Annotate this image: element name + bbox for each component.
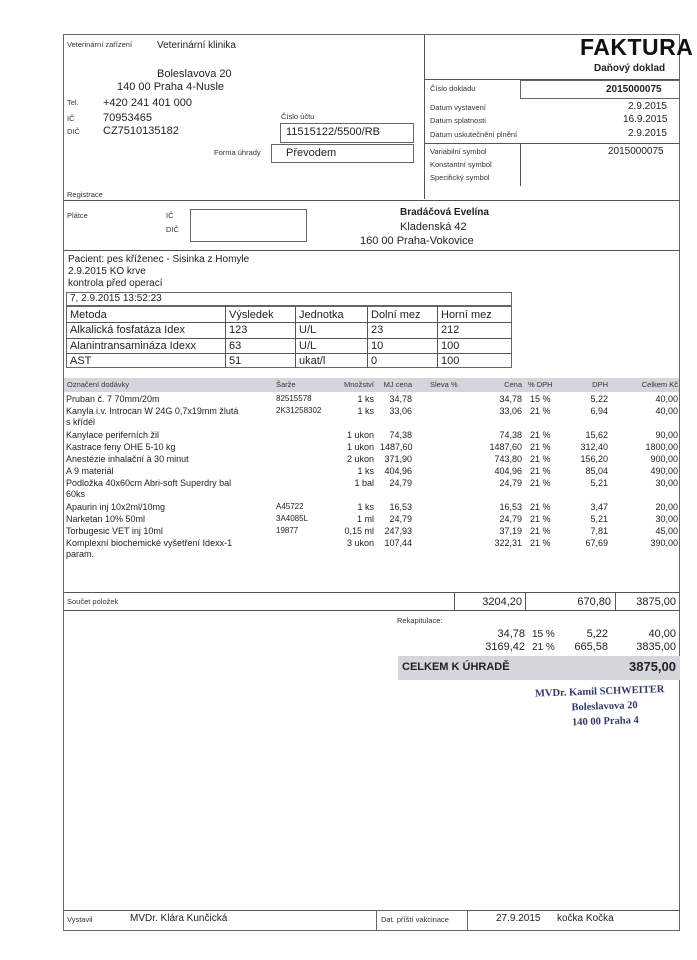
item-total: 40,00 <box>655 394 678 404</box>
spec-symbol-label: Specifický symbol <box>430 173 490 182</box>
item-vat: 67,69 <box>585 538 608 548</box>
next-vacc-label: Dat. příští vakcinace <box>381 915 449 924</box>
item-batch: 82515578 <box>276 394 312 403</box>
stamp-line3: 140 00 Praha 4 <box>571 715 639 729</box>
item-unit-price: 74,38 <box>389 430 412 440</box>
issue-label: Datum vystavení <box>430 103 486 112</box>
item-vat: 5,22 <box>590 394 608 404</box>
item-unit-price: 34,78 <box>389 394 412 404</box>
item-vat-pct: 21 % <box>530 442 551 452</box>
item-total: 40,00 <box>655 406 678 416</box>
lab-header-unit: Jednotka <box>299 309 344 321</box>
due-date: 16.9.2015 <box>623 114 668 125</box>
item-unit-price: 247,93 <box>384 526 412 536</box>
sum-label: Součet položek <box>67 597 119 606</box>
item-batch: A45722 <box>276 502 304 511</box>
item-unit-price: 1487,60 <box>380 442 413 452</box>
lab-cell: 63 <box>229 340 242 352</box>
item-price: 404,96 <box>494 466 522 476</box>
item-total: 30,00 <box>655 514 678 524</box>
item-qty: 2 ukon <box>346 454 374 464</box>
grand-total-label: CELKEM K ÚHRADĚ <box>402 661 510 673</box>
lab-cell: 10 <box>371 340 384 352</box>
item-row <box>66 442 680 454</box>
item-total: 90,00 <box>655 430 678 440</box>
item-vat-pct: 21 % <box>530 478 551 488</box>
item-qty: 1 ks <box>357 466 374 476</box>
doc-subtitle: Daňový doklad <box>594 63 666 74</box>
item-price: 74,38 <box>499 430 522 440</box>
next-vacc-date: 27.9.2015 <box>496 913 541 924</box>
doc-number-label: Číslo dokladu <box>430 84 476 93</box>
item-unit-price: 24,79 <box>389 514 412 524</box>
facility-name: Veterinární klinika <box>157 40 236 51</box>
recap-total: 40,00 <box>648 628 676 640</box>
item-vat-pct: 21 % <box>530 502 551 512</box>
dic-label: DIČ <box>67 127 80 136</box>
recap-base: 3169,42 <box>485 641 525 653</box>
issued-by: MVDr. Klára Kunčická <box>130 913 228 924</box>
lab-header-low: Dolní mez <box>371 309 421 321</box>
patient-line2: 2.9.2015 KO krve <box>68 266 146 277</box>
lab-cell: AST <box>70 355 92 367</box>
item-name: Kastrace feny OHE 5-10 kg <box>66 442 176 452</box>
items-header-price: Cena <box>504 380 522 389</box>
item-qty: 1 ml <box>356 514 374 524</box>
lab-cell: Alanintransamináza Idexx <box>70 340 196 352</box>
recap-label: Rekapitulace: <box>397 616 443 625</box>
item-name: Komplexní biochemické vyšetření Idexx-1 <box>66 538 233 548</box>
taxable-label: Datum uskutečnění plnění <box>430 130 518 139</box>
item-vat-pct: 21 % <box>530 454 551 464</box>
item-row <box>66 514 680 526</box>
tel-value: +420 241 401 000 <box>103 97 193 109</box>
item-price: 322,31 <box>494 538 522 548</box>
item-vat: 156,20 <box>580 454 608 464</box>
lab-cell: 100 <box>441 355 460 367</box>
items-header-total: Celkem Kč <box>641 380 678 389</box>
payer-ic-label: IČ <box>166 211 174 220</box>
address-street: Boleslavova 20 <box>157 68 232 80</box>
recap-pct: 21 % <box>532 642 555 653</box>
payer-dic-label: DIČ <box>166 225 179 234</box>
item-qty: 3 ukon <box>346 538 374 548</box>
item-vat: 312,40 <box>580 442 608 452</box>
lab-cell: Alkalická fosfatáza Idex <box>70 324 185 336</box>
recap-vat: 665,58 <box>574 641 608 653</box>
recap-vat: 5,22 <box>586 628 608 640</box>
tel-label: Tel. <box>67 98 79 107</box>
items-header-vat: DPH <box>592 380 608 389</box>
item-batch: 19877 <box>276 526 299 535</box>
item-name: Podložka 40x60cm Abri-soft Superdry bal <box>66 478 232 488</box>
payer-id-box <box>190 209 307 242</box>
item-qty: 1 ks <box>357 394 374 404</box>
lab-cell: U/L <box>299 324 317 336</box>
item-vat: 6,94 <box>590 406 608 416</box>
item-price: 743,80 <box>494 454 522 464</box>
due-label: Datum splatnosti <box>430 116 486 125</box>
item-row <box>66 538 680 562</box>
item-unit-price: 33,06 <box>389 406 412 416</box>
item-total: 20,00 <box>655 502 678 512</box>
lab-cell: U/L <box>299 340 317 352</box>
item-name: Anestézie inhalační à 30 minut <box>66 454 189 464</box>
item-unit-price: 16,53 <box>389 502 412 512</box>
items-header-qty: Množství <box>343 380 374 389</box>
ic-value: 70953465 <box>103 112 152 124</box>
recap-total: 3835,00 <box>636 641 676 653</box>
payer-street: Kladenská 42 <box>400 221 467 233</box>
item-total: 490,00 <box>650 466 678 476</box>
item-row <box>66 406 680 430</box>
item-qty: 0,15 ml <box>344 526 374 536</box>
lab-cell: 123 <box>229 324 248 336</box>
item-vat-pct: 21 % <box>530 430 551 440</box>
item-row <box>66 394 680 406</box>
payer-name: Bradáčová Evelína <box>400 207 489 218</box>
lab-header-method: Metoda <box>70 309 107 321</box>
item-price: 24,79 <box>499 478 522 488</box>
lab-cell: 0 <box>371 355 378 367</box>
item-price: 16,53 <box>499 502 522 512</box>
item-unit-price: 107,44 <box>384 538 412 548</box>
lab-cell: ukat/l <box>299 355 326 367</box>
item-price: 1487,60 <box>489 442 522 452</box>
stamp <box>535 683 687 758</box>
item-name: A 9 materiál <box>66 466 114 476</box>
sum-total: 3875,00 <box>636 596 676 608</box>
item-vat: 5,21 <box>590 478 608 488</box>
payer-city: 160 00 Praha-Vokovice <box>360 235 474 247</box>
item-vat-pct: 21 % <box>530 526 551 536</box>
item-vat: 3,47 <box>590 502 608 512</box>
item-total: 1800,00 <box>645 442 678 452</box>
item-vat: 15,62 <box>585 430 608 440</box>
item-vat-pct: 21 % <box>530 514 551 524</box>
item-name: Kanylace periferních žil <box>66 430 160 440</box>
item-row <box>66 526 680 538</box>
item-qty: 1 ukon <box>346 430 374 440</box>
item-vat: 7,81 <box>590 526 608 536</box>
item-total: 900,00 <box>650 454 678 464</box>
next-vacc-note: kočka Kočka <box>557 913 614 924</box>
dic-value: CZ7510135182 <box>103 125 179 137</box>
item-name: Kanyla i.v. Introcan W 24G 0,7x19mm žlutá <box>66 406 239 416</box>
var-symbol-label: Variabilní symbol <box>430 147 487 156</box>
item-price: 33,06 <box>499 406 522 416</box>
const-symbol-label: Konstantní symbol <box>430 160 492 169</box>
item-row <box>66 502 680 514</box>
item-unit-price: 371,90 <box>384 454 412 464</box>
item-price: 24,79 <box>499 514 522 524</box>
item-qty: 1 ks <box>357 406 374 416</box>
item-qty: 1 ukon <box>346 442 374 452</box>
payer-label: Plátce <box>67 211 88 220</box>
account-label: Číslo účtu <box>281 112 315 121</box>
issue-date: 2.9.2015 <box>628 101 667 112</box>
item-vat-pct: 21 % <box>530 538 551 548</box>
item-unit-price: 404,96 <box>384 466 412 476</box>
recap-pct: 15 % <box>532 629 555 640</box>
doc-title: FAKTURA <box>580 34 694 60</box>
item-price: 34,78 <box>499 394 522 404</box>
item-qty: 1 bal <box>354 478 374 488</box>
items-header-discount: Sleva % <box>430 380 458 389</box>
items-list <box>66 394 680 562</box>
payment-label: Forma úhrady <box>214 148 261 157</box>
items-header-batch: Šarže <box>276 380 296 389</box>
item-total: 30,00 <box>655 478 678 488</box>
lab-cell: 212 <box>441 324 460 336</box>
lab-timestamp: 7, 2.9.2015 13:52:23 <box>70 293 162 304</box>
item-qty: 1 ks <box>357 502 374 512</box>
item-vat-pct: 21 % <box>530 466 551 476</box>
lab-cell: 100 <box>441 340 460 352</box>
item-row <box>66 466 680 478</box>
item-name: Pruban č. 7 70mm/20m <box>66 394 160 404</box>
doc-number: 2015000075 <box>606 84 662 95</box>
item-vat-pct: 15 % <box>530 394 551 404</box>
item-price: 37,19 <box>499 526 522 536</box>
payment-value: Převodem <box>286 147 337 159</box>
lab-cell: 23 <box>371 324 384 336</box>
sum-vat: 670,80 <box>577 596 611 608</box>
patient-line3: kontrola před operací <box>68 278 163 289</box>
patient-line1: Pacient: pes kříženec - Sisinka z Homyle <box>68 254 250 265</box>
item-total: 45,00 <box>655 526 678 536</box>
item-unit-price: 24,79 <box>389 478 412 488</box>
sum-price: 3204,20 <box>482 596 522 608</box>
issued-label: Vystavil <box>67 915 93 924</box>
account-value: 11515122/5500/RB <box>286 126 380 138</box>
facility-label: Veterinární zařízení <box>67 40 133 49</box>
item-name-cont: param. <box>66 549 95 559</box>
lab-header-high: Horní mez <box>441 309 492 321</box>
stamp-line1: MVDr. Kamil SCHWEITER <box>534 684 665 700</box>
item-batch: 2K31258302 <box>276 406 322 415</box>
item-name: Torbugesic VET inj 10ml <box>66 526 163 536</box>
item-row <box>66 454 680 466</box>
item-name-cont: s křídél <box>66 417 96 427</box>
address-city: 140 00 Praha 4-Nusle <box>117 81 225 93</box>
items-header-vat-pct: % DPH <box>528 380 553 389</box>
item-batch: 3A4085L <box>276 514 309 523</box>
item-row <box>66 478 680 502</box>
items-header-unit-price: MJ cena <box>383 380 412 389</box>
items-header-name: Označení dodávky <box>67 380 130 389</box>
var-symbol: 2015000075 <box>608 146 664 157</box>
item-vat-pct: 21 % <box>530 406 551 416</box>
grand-total-value: 3875,00 <box>629 659 676 674</box>
stamp-line2: Boleslavova 20 <box>571 700 638 714</box>
item-name: Apaurin inj 10x2ml/10mg <box>66 502 166 512</box>
item-row <box>66 430 680 442</box>
recap-base: 34,78 <box>497 628 525 640</box>
lab-cell: 51 <box>229 355 242 367</box>
ic-label: IČ <box>67 114 75 123</box>
item-name-cont: 60ks <box>66 489 86 499</box>
item-name: Narketan 10% 50ml <box>66 514 146 524</box>
taxable-date: 2.9.2015 <box>628 128 667 139</box>
item-vat: 85,04 <box>585 466 608 476</box>
lab-header-result: Výsledek <box>229 309 274 321</box>
item-vat: 5,21 <box>590 514 608 524</box>
item-total: 390,00 <box>650 538 678 548</box>
registration-label: Registrace <box>67 190 103 199</box>
